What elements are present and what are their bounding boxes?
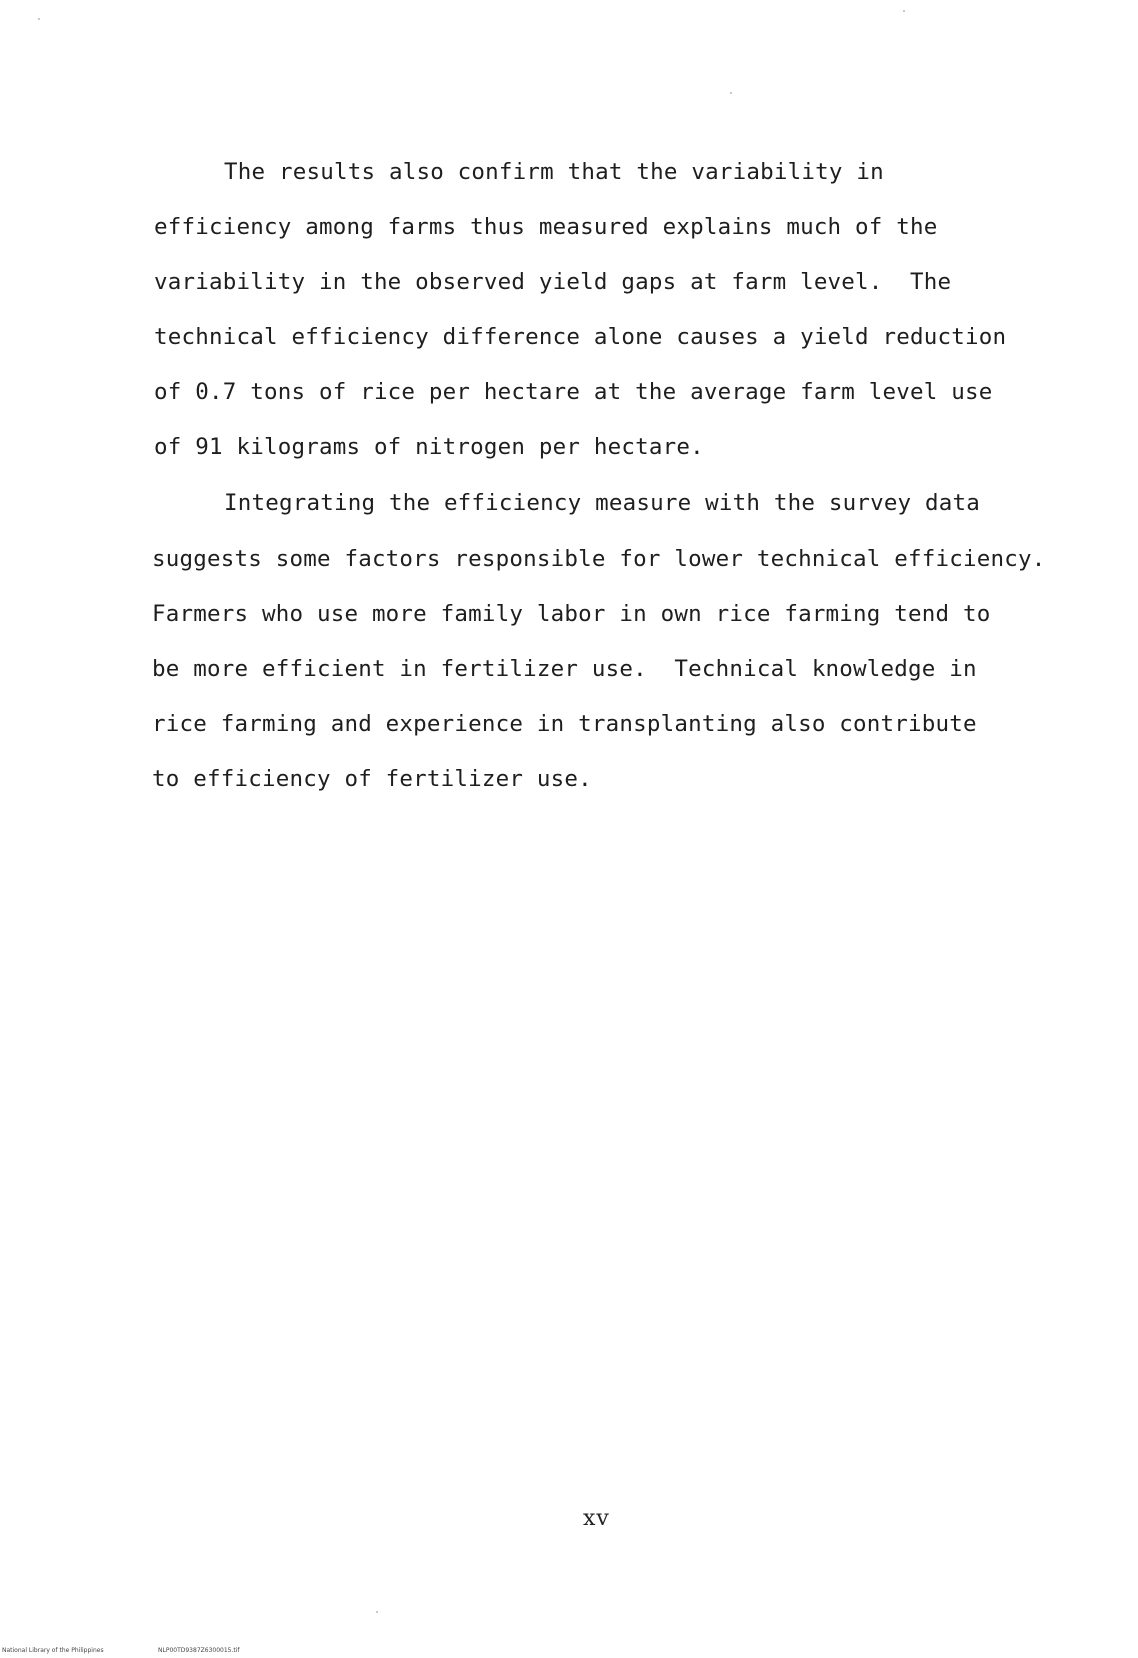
footer-library: National Library of the Philippines [2, 1647, 104, 1654]
paragraph-line: to efficiency of fertilizer use. [152, 766, 592, 792]
paragraph-line: suggests some factors responsible for lower technical efficiency. [152, 546, 1046, 572]
page-number: xv [583, 1506, 610, 1531]
paragraph-line: efficiency among farms thus measured explains much of the [154, 214, 938, 240]
paragraph-line: technical efficiency difference alone causes a yield reduction [154, 324, 1007, 350]
paragraph-line: Farmers who use more family labor in own rice farming tend to [152, 601, 991, 627]
paragraph-line: rice farming and experience in transplanting also contribute [152, 711, 977, 737]
footer-file: NLP00TD9387Z6300015.tif [158, 1647, 240, 1654]
paragraph-line: be more efficient in fertilizer use. Technical knowledge in [152, 656, 977, 682]
paragraph-line: variability in the observed yield gaps at farm level. The [154, 269, 952, 295]
scan-speck [376, 1611, 378, 1613]
paragraph-line: of 0.7 tons of rice per hectare at the average farm level use [154, 379, 993, 405]
scan-speck [903, 10, 905, 12]
paragraph-line: of 91 kilograms of nitrogen per hectare. [154, 434, 704, 460]
scan-speck [730, 92, 732, 94]
paragraph-line: The results also confirm that the variability in [224, 159, 884, 185]
paragraph-line: Integrating the efficiency measure with the survey data [224, 490, 981, 516]
scan-speck [38, 18, 40, 20]
